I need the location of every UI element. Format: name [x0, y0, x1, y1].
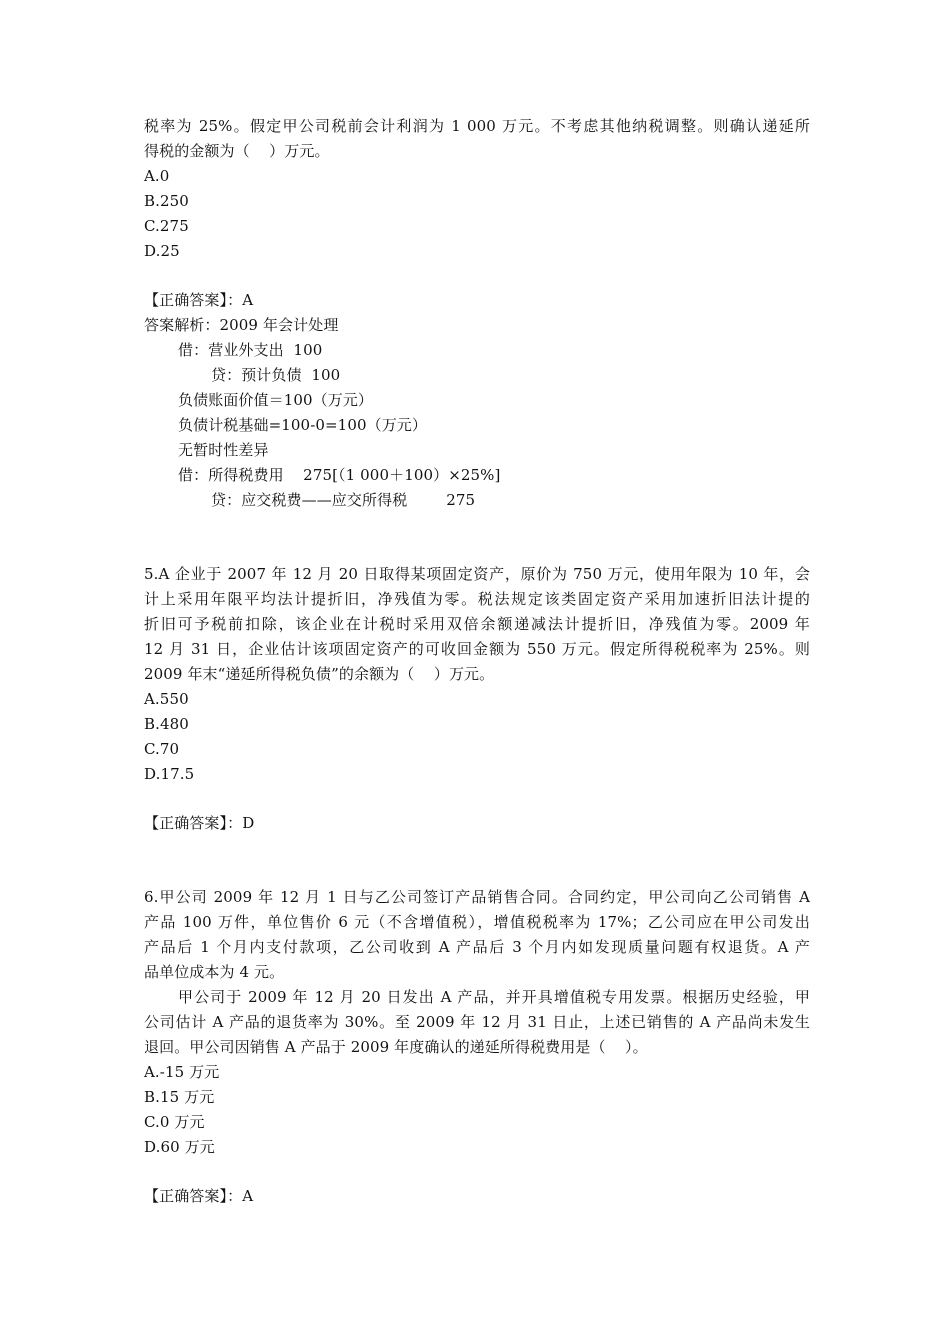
question-4-answer: 【正确答案】：A	[144, 291, 254, 309]
question-5-line-4: 12 月 31 日，企业估计该项固定资产的可收回金额为 550 万元。假定所得税税率为 25%。则	[144, 640, 810, 658]
question-6-option-c: C.0 万元	[144, 1113, 205, 1131]
question-5-option-b: B.480	[144, 715, 189, 733]
question-5-line-3: 折旧可予税前扣除，该企业在计税时采用双倍余额递减法计提折旧，净残值为零。2009 年	[144, 615, 810, 633]
journal-entry-debit-1: 借：营业外支出 100	[178, 341, 323, 359]
document-content	[144, 114, 810, 1209]
question-5-option-a: A.550	[144, 690, 189, 708]
analysis-no-temporary-difference: 无暂时性差异	[178, 441, 269, 459]
question-5-line-5: 2009 年末“递延所得税负债”的余额为（ ）万元。	[144, 665, 495, 683]
question-6-line-3: 产品后 1 个月内支付款项，乙公司收到 A 产品后 3 个月内如发现质量问题有权退货。A 产	[144, 938, 810, 956]
journal-entry-credit-2: 贷：应交税费——应交所得税 275	[211, 491, 476, 509]
question-6-option-b: B.15 万元	[144, 1088, 215, 1106]
question-4-analysis-title: 答案解析：2009 年会计处理	[144, 316, 339, 334]
question-6-line-2: 产品 100 万件，单位售价 6 元（不含增值税），增值税税率为 17%；乙公司应在甲公司发出	[144, 913, 810, 931]
question-5-line-1: 5.A 企业于 2007 年 12 月 20 日取得某项固定资产，原价为 750 万元，使用年限为 10 年，会	[144, 565, 810, 583]
question-5-option-c: C.70	[144, 740, 180, 758]
question-5-line-2: 计上采用年限平均法计提折旧，净残值为零。税法规定该类固定资产采用加速折旧法计提的	[144, 590, 810, 608]
journal-entry-debit-2: 借：所得税费用 275[（1 000＋100）×25%]	[178, 466, 501, 484]
question-6-line-5: 甲公司于 2009 年 12 月 20 日发出 A 产品，并开具增值税专用发票。根据历史经验，甲	[178, 988, 810, 1006]
question-6-line-7: 退回。甲公司因销售 A 产品于 2009 年度确认的递延所得税费用是（ ）。	[144, 1038, 648, 1056]
question-4-option-a: A.0	[144, 167, 170, 185]
question-6-answer: 【正确答案】：A	[144, 1187, 254, 1205]
question-5-answer: 【正确答案】：D	[144, 814, 255, 832]
journal-entry-credit-1: 贷：预计负债 100	[211, 366, 341, 384]
question-4-line-1: 税率为 25%。假定甲公司税前会计利润为 1 000 万元。不考虑其他纳税调整。则确认递延所	[144, 117, 810, 135]
question-6-line-4: 品单位成本为 4 元。	[144, 963, 285, 981]
question-4-line-2: 得税的金额为（ ）万元。	[144, 142, 330, 160]
question-4-option-d: D.25	[144, 242, 180, 260]
question-6-option-d: D.60 万元	[144, 1138, 215, 1156]
analysis-liability-tax-base: 负债计税基础=100-0=100（万元）	[178, 416, 428, 434]
question-4-option-c: C.275	[144, 217, 189, 235]
question-5-option-d: D.17.5	[144, 765, 195, 783]
question-4-option-b: B.250	[144, 192, 189, 210]
question-6-line-6: 公司估计 A 产品的退货率为 30%。至 2009 年 12 月 31 日止，上述已销售的 A 产品尚未发生	[144, 1013, 810, 1031]
analysis-liability-book-value: 负债账面价值＝100（万元）	[178, 391, 374, 409]
question-6-option-a: A.-15 万元	[144, 1063, 220, 1081]
question-6-line-1: 6.甲公司 2009 年 12 月 1 日与乙公司签订产品销售合同。合同约定，甲公司向乙公司销售 A	[144, 888, 810, 906]
